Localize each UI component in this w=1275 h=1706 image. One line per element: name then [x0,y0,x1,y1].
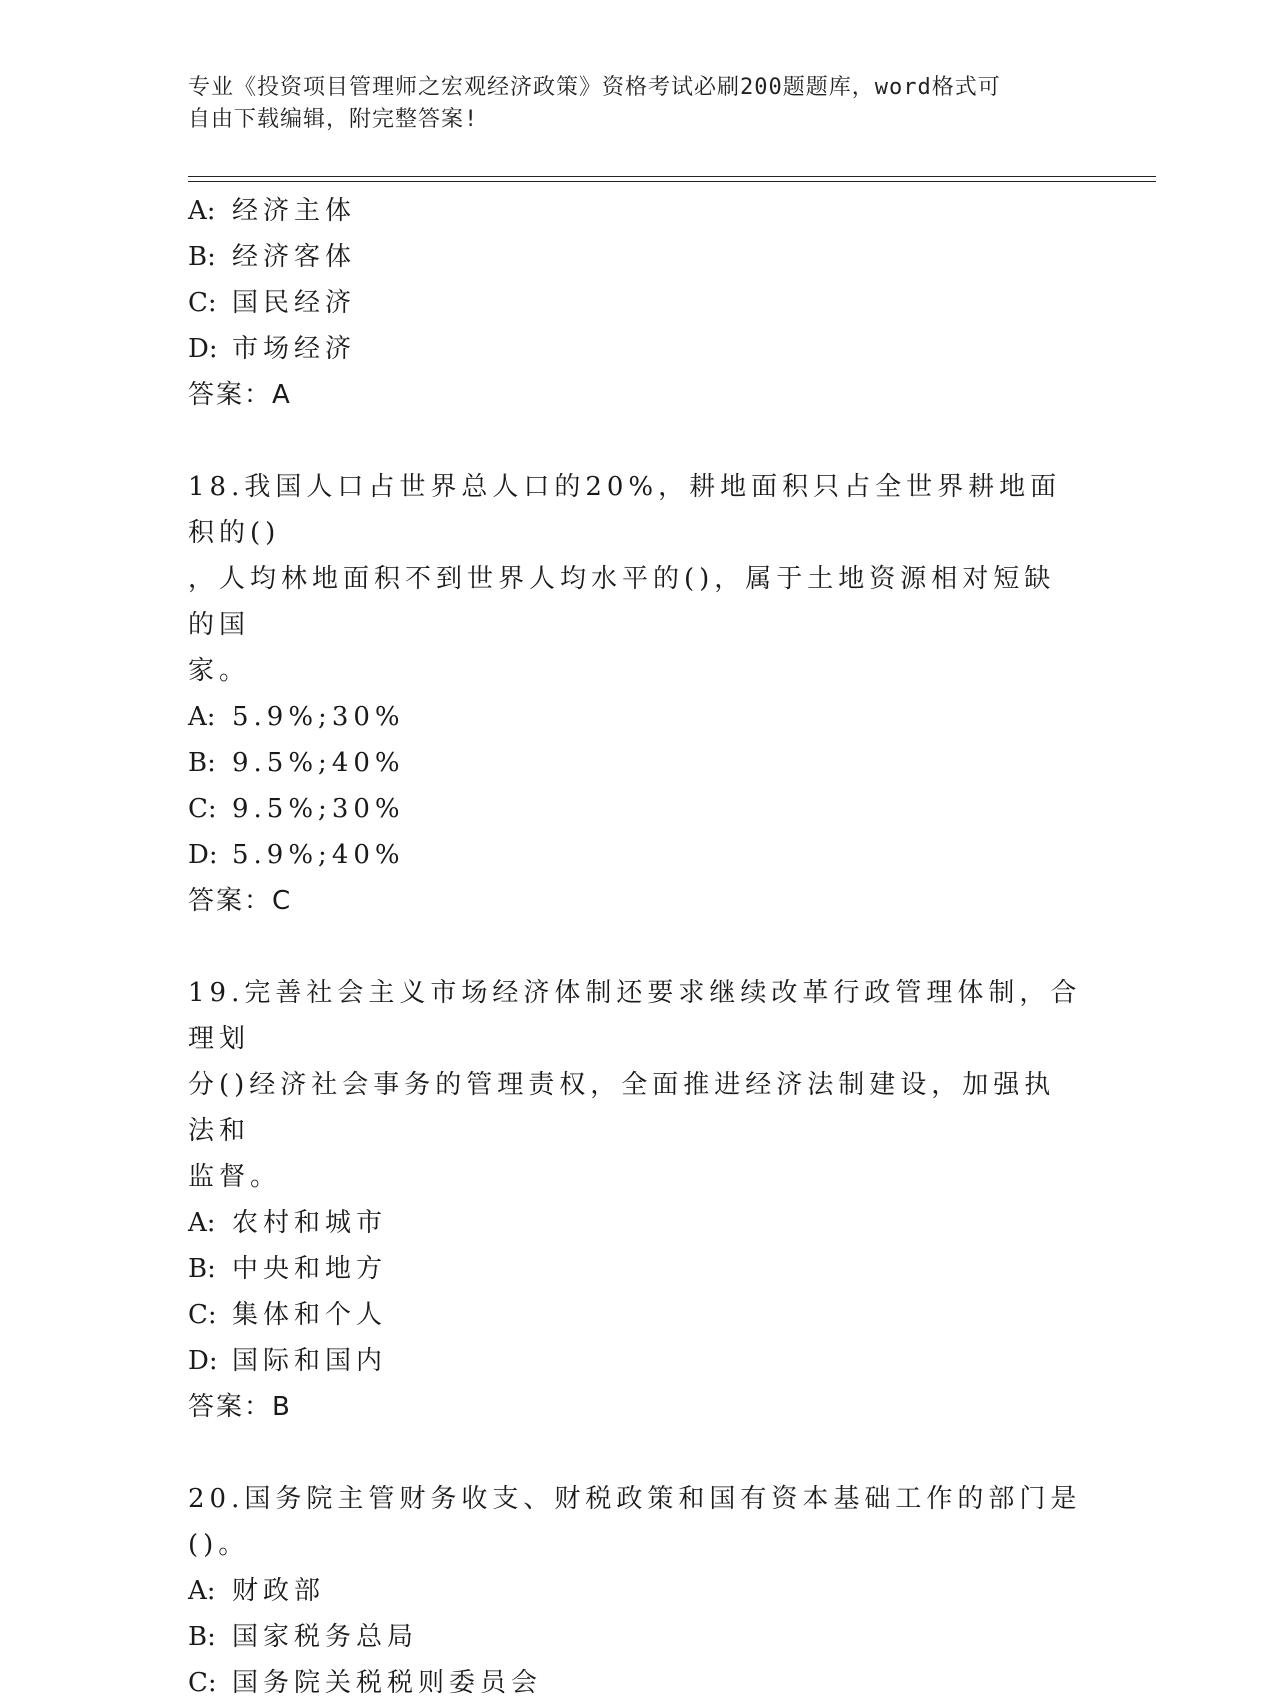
option-key: A: [188,196,216,226]
question-17-continued [188,188,1088,418]
option-b [188,1614,1088,1660]
question-18 [188,464,1088,924]
header-divider-top [188,176,1156,177]
header-divider-bottom [188,181,1156,182]
option-key: C: [188,794,217,824]
question-stem-line: 19.完善社会主义市场经济体制还要求继续改革行政管理体制，合理划 [188,978,1082,1054]
option-key: D: [188,1346,218,1376]
option-key: A: [188,1208,216,1238]
option-d [188,832,1088,878]
option-text: 国际和国内 [232,1346,388,1376]
option-key: B: [188,1254,216,1284]
option-a [188,188,1088,234]
question-stem-line: 监督。 [188,1162,282,1192]
option-text: 国民经济 [232,288,357,318]
option-b [188,1246,1088,1292]
answer-line: 答案：C [188,886,293,916]
option-c [188,1292,1088,1338]
question-stem-line: 20.国务院主管财务收支、财税政策和国有资本基础工作的部门是()。 [188,1484,1082,1560]
option-key: B: [188,1622,216,1652]
option-text: 9.5%;30% [232,794,405,824]
option-text: 财政部 [232,1576,326,1606]
option-key: A: [188,1576,216,1606]
answer-line: 答案：A [188,380,292,410]
option-key: D: [188,840,218,870]
option-text: 9.5%;40% [232,748,405,778]
option-text: 5.9%;30% [232,702,405,732]
option-text: 经济客体 [232,242,357,272]
option-d [188,326,1088,372]
option-text: 农村和城市 [232,1208,388,1238]
spacer [188,1430,1088,1476]
spacer [188,924,1088,970]
option-key: B: [188,242,216,272]
option-text: 国家税务总局 [232,1622,419,1652]
option-b [188,740,1088,786]
option-key: D: [188,334,218,364]
option-key: C: [188,288,217,318]
option-key: A: [188,702,216,732]
option-key: B: [188,748,216,778]
question-stem-line: ，人均林地面积不到世界人均水平的()，属于土地资源相对短缺的国 [188,564,1056,640]
question-stem-line: 分()经济社会事务的管理责权，全面推进经济法制建设，加强执法和 [188,1070,1056,1146]
option-text: 5.9%;40% [232,840,405,870]
option-text: 市场经济 [232,334,357,364]
header-line-2: 自由下载编辑，附完整答案! [188,107,479,132]
document-header [188,72,1088,136]
option-b [188,234,1088,280]
option-text: 中央和地方 [232,1254,388,1284]
spacer [188,418,1088,464]
question-stem-line: 家。 [188,656,251,686]
question-stem-line: 18.我国人口占世界总人口的20%，耕地面积只占全世界耕地面积的() [188,472,1062,548]
question-list [188,188,1088,1706]
option-d [188,1338,1088,1384]
option-key: C: [188,1300,217,1330]
option-text: 集体和个人 [232,1300,388,1330]
option-c [188,786,1088,832]
question-19 [188,970,1088,1430]
answer-line: 答案：B [188,1392,292,1422]
option-c [188,1660,1088,1706]
option-a [188,1568,1088,1614]
option-a [188,1200,1088,1246]
question-20 [188,1476,1088,1706]
header-line-1: 专业《投资项目管理师之宏观经济政策》资格考试必刷200题题库，word格式可 [188,75,1001,100]
option-text: 国务院关税税则委员会 [232,1668,543,1698]
option-key: C: [188,1668,217,1698]
option-text: 经济主体 [232,196,357,226]
option-c [188,280,1088,326]
option-a [188,694,1088,740]
